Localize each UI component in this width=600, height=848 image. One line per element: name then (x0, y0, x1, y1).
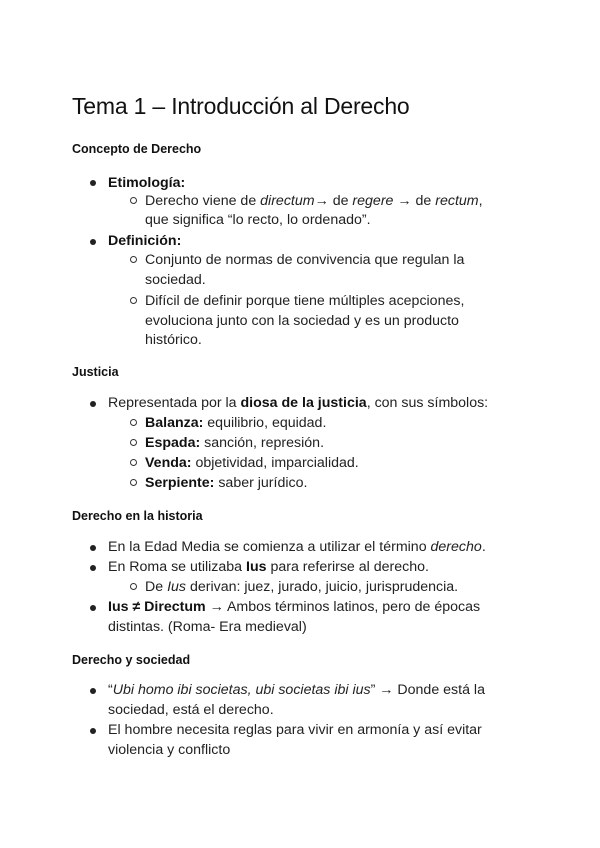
bullet (90, 688, 96, 694)
sociedad-item-2-line-1: El hombre necesita reglas para vivir en armonía y así evitar (108, 722, 482, 738)
bullet (90, 565, 96, 571)
bullet (90, 239, 96, 245)
symbol-venda: Venda: objetividad, imparcialidad. (145, 455, 359, 471)
definicion-a-line-1: Conjunto de normas de convivencia que regulan la (145, 252, 465, 268)
bullet (90, 401, 96, 407)
definicion-b-line-3: histórico. (145, 332, 202, 348)
bullet (90, 180, 96, 186)
section-heading-concepto: Concepto de Derecho (72, 142, 202, 156)
sub-bullet (130, 459, 137, 466)
historia-item-3-line-2: distintas. (Roma- Era medieval) (108, 619, 307, 635)
bullet (90, 728, 96, 734)
sub-bullet (130, 297, 137, 304)
etimologia-line-2: que significa “lo recto, lo ordenado”. (145, 212, 371, 228)
page-title: Tema 1 – Introducción al Derecho (72, 93, 410, 119)
justicia-intro: Representada por la diosa de la justicia, con sus símbolos: (108, 395, 489, 411)
definicion-label: Definición: (108, 233, 182, 249)
symbol-balanza: Balanza: equilibrio, equidad. (145, 415, 327, 431)
bullet (90, 605, 96, 611)
section-heading-historia: Derecho en la historia (72, 509, 203, 523)
sub-bullet (130, 583, 137, 590)
sociedad-item-1-line-1: “Ubi homo ibi societas, ubi societas ibi ius” → Donde está la (108, 682, 485, 698)
sociedad-item-2-line-2: violencia y conflicto (108, 742, 231, 758)
etimologia-line-1: Derecho viene de directum→ de regere → de rectum, (145, 193, 483, 209)
sub-bullet (130, 439, 137, 446)
sociedad-item-1-line-2: sociedad, está el derecho. (108, 702, 274, 718)
historia-sub-item: De Ius derivan: juez, jurado, juicio, jurisprudencia. (145, 579, 459, 595)
historia-item-3-line-1: Ius ≠ Directum → Ambos términos latinos, pero de épocas (108, 599, 481, 615)
historia-item-1: En la Edad Media se comienza a utilizar el término derecho. (108, 539, 486, 555)
bullet (90, 545, 96, 551)
definicion-b-line-2: evoluciona junto con la sociedad y es un producto (145, 313, 459, 329)
historia-item-2: En Roma se utilizaba Ius para referirse al derecho. (108, 559, 429, 575)
symbol-espada: Espada: sanción, represión. (145, 435, 325, 451)
sub-bullet (130, 419, 137, 426)
section-heading-justicia: Justicia (72, 365, 119, 379)
symbol-serpiente: Serpiente: saber jurídico. (145, 475, 308, 491)
section-heading-sociedad: Derecho y sociedad (72, 653, 191, 667)
sub-bullet (130, 256, 137, 263)
definicion-b-line-1: Difícil de definir porque tiene múltiples acepciones, (145, 293, 465, 309)
sub-bullet (130, 479, 137, 486)
etimologia-label: Etimología: (108, 175, 186, 191)
sub-bullet (130, 197, 137, 204)
definicion-a-line-2: sociedad. (145, 272, 206, 288)
